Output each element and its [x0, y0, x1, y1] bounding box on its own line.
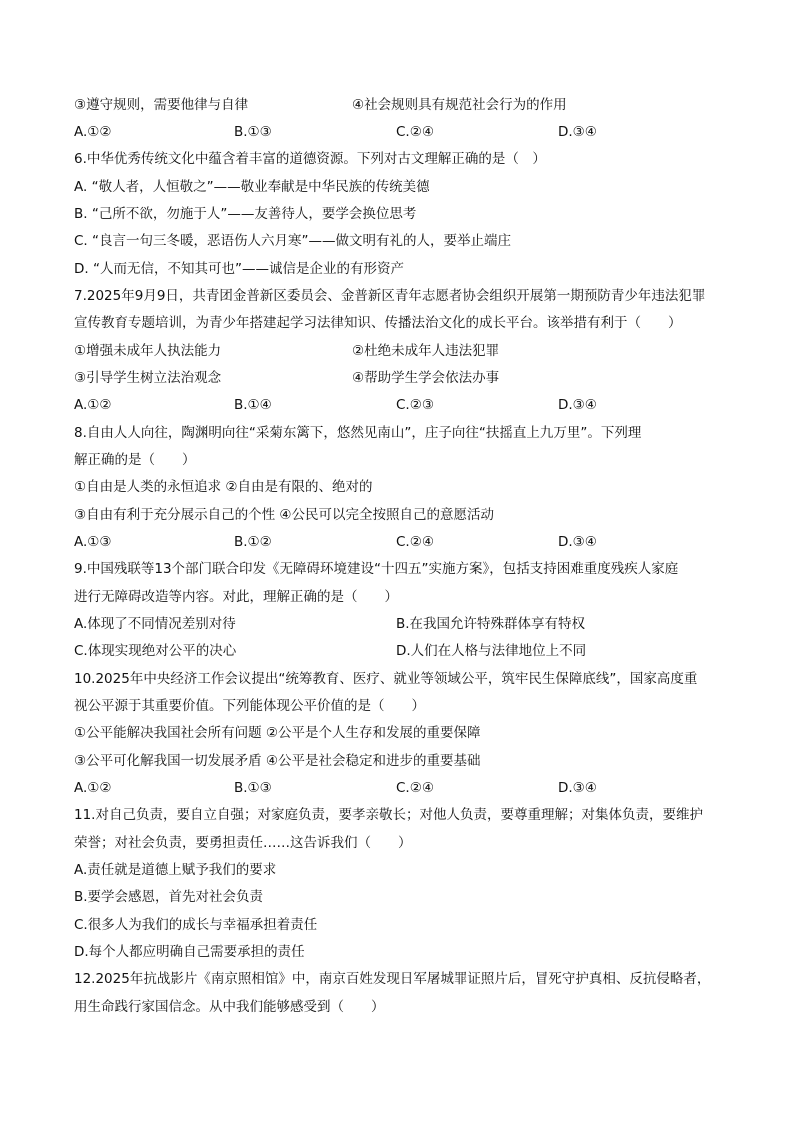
q6-option-d: D. “人而无信，不知其可也”——诚信是企业的有形资产 — [74, 261, 404, 277]
q5-choices — [74, 123, 734, 141]
q10-options-line2: ③公平可化解我国一切发展矛盾 ④公平是社会稳定和进步的重要基础 — [74, 753, 481, 769]
q8-stem-line1: 8.自由人人向往，陶渊明向往“采菊东篱下，悠然见南山”，庄子向往“扶摇直上九万里”。下列理 — [74, 425, 642, 441]
q9-option-a: A.体现了不同情况差别对待 — [74, 616, 236, 632]
q6-stem: 6.中华优秀传统文化中蕴含着丰富的道德资源。下列对古文理解正确的是（ ） — [74, 151, 546, 167]
q7-option-2: ②杜绝未成年人违法犯罪 — [352, 343, 500, 359]
q10-options-line1: ①公平能解决我国社会所有问题 ②公平是个人生存和发展的重要保障 — [74, 725, 481, 741]
q7-option-3: ③引导学生树立法治观念 — [74, 370, 222, 386]
q8-options-line1: ①自由是人类的永恒追求 ②自由是有限的、绝对的 — [74, 479, 373, 495]
q8-options-line2: ③自由有利于充分展示自己的个性 ④公民可以完全按照自己的意愿活动 — [74, 507, 494, 523]
q11-option-a: A.责任就是道德上赋予我们的要求 — [74, 862, 277, 878]
q10-choices — [74, 779, 734, 797]
q10-choice-b: B.①③ — [234, 780, 272, 796]
q9-option-b: B.在我国允许特殊群体享有特权 — [396, 616, 586, 632]
q7-option-1: ①增强未成年人执法能力 — [74, 343, 222, 359]
q9-option-c: C.体现实现绝对公平的决心 — [74, 643, 237, 659]
q8-choice-c: C.②④ — [396, 534, 434, 550]
q8-choices — [74, 533, 734, 551]
q7-choice-a: A.①② — [74, 397, 112, 413]
q11-option-c: C.很多人为我们的成长与幸福承担着责任 — [74, 917, 318, 933]
q9-options-row1 — [74, 615, 734, 633]
q7-choice-b: B.①④ — [234, 397, 272, 413]
q9-stem-line2: 进行无障碍改造等内容。对此，理解正确的是（ ） — [74, 589, 398, 605]
q7-option-4: ④帮助学生学会依法办事 — [352, 370, 500, 386]
q9-option-d: D.人们在人格与法律地位上不同 — [396, 643, 587, 659]
q12-stem-line1: 12.2025年抗战影片《南京照相馆》中，南京百姓发现日军屠城罪证照片后，冒死守护真相、反抗侵略者， — [74, 971, 711, 987]
q5-options-row — [74, 96, 734, 114]
q9-stem-line1: 9.中国残联等13个部门联合印发《无障碍环境建设“十四五”实施方案》，包括支持困难重度残疾人家庭 — [74, 561, 679, 577]
q5-choice-a: A.①② — [74, 124, 112, 140]
q7-options-row2 — [74, 369, 734, 387]
q12-stem-line2: 用生命践行家国信念。从中我们能够感受到（ ） — [74, 999, 385, 1015]
q9-options-row2 — [74, 642, 734, 660]
q10-stem-line1: 10.2025年中央经济工作会议提出“统筹教育、医疗、就业等领域公平，筑牢民生保障底线”，国家高度重 — [74, 671, 698, 687]
q5-option-3: ③遵守规则，需要他律与自律 — [74, 97, 249, 113]
q7-choice-d: D.③④ — [558, 397, 597, 413]
q7-stem-line2: 宣传教育专题培训，为青少年搭建起学习法律知识、传播法治文化的成长平台。该举措有利于（ ） — [74, 315, 682, 331]
q5-choice-c: C.②④ — [396, 124, 434, 140]
q8-choice-d: D.③④ — [558, 534, 597, 550]
q7-choices — [74, 396, 734, 414]
q6-option-a: A. “敬人者，人恒敬之”——敬业奉献是中华民族的传统美德 — [74, 179, 430, 195]
q11-option-d: D.每个人都应明确自己需要承担的责任 — [74, 944, 305, 960]
q11-option-b: B.要学会感恩，首先对社会负责 — [74, 889, 264, 905]
q10-choice-a: A.①② — [74, 780, 112, 796]
q10-choice-d: D.③④ — [558, 780, 597, 796]
q8-choice-a: A.①③ — [74, 534, 112, 550]
q10-stem-line2: 视公平源于其重要价值。下列能体现公平价值的是（ ） — [74, 698, 425, 714]
q8-choice-b: B.①② — [234, 534, 272, 550]
q8-stem-line2: 解正确的是（ ） — [74, 452, 196, 468]
q7-options-row1 — [74, 342, 734, 360]
q5-choice-b: B.①③ — [234, 124, 272, 140]
q7-choice-c: C.②③ — [396, 397, 434, 413]
q10-choice-c: C.②④ — [396, 780, 434, 796]
q6-option-b: B. “己所不欲，勿施于人”——友善待人，要学会换位思考 — [74, 206, 417, 222]
q7-stem-line1: 7.2025年9月9日，共青团金普新区委员会、金普新区青年志愿者协会组织开展第一期预防青少年违法犯罪 — [74, 288, 706, 304]
q5-option-4: ④社会规则具有规范社会行为的作用 — [352, 97, 567, 113]
q6-option-c: C. “良言一句三冬暖，恶语伤人六月寒”——做文明有礼的人，要举止端庄 — [74, 233, 511, 249]
q11-stem-line2: 荣誉；对社会负责，要勇担责任……这告诉我们（ ） — [74, 835, 412, 851]
q5-choice-d: D.③④ — [558, 124, 597, 140]
q11-stem-line1: 11.对自己负责，要自立自强；对家庭负责，要孝亲敬长；对他人负责，要尊重理解；对集体负责，要维护 — [74, 807, 703, 823]
